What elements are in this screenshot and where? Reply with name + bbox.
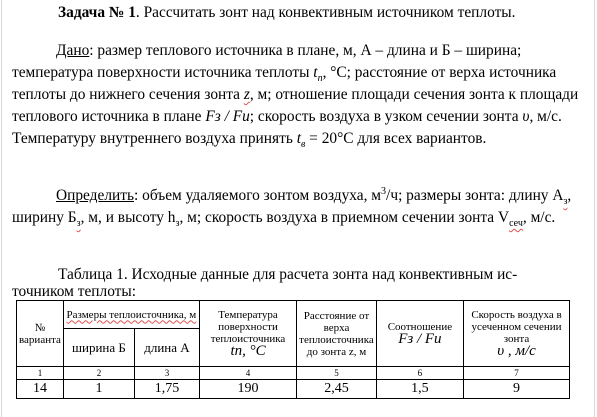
given-text-6: = 20°С для всех вариантов. <box>305 130 487 147</box>
header-source-sizes-text: Размеры теплоисточника, м <box>66 308 197 321</box>
value-distance: 2,45 <box>297 380 377 399</box>
header-ratio <box>376 301 463 367</box>
column-number: 6 <box>376 367 463 380</box>
section-subscript: сеч <box>509 218 523 230</box>
task-title <box>58 2 588 24</box>
header-air-speed-symbol: υ , м/с <box>497 343 536 359</box>
z-symbol: z <box>243 86 250 103</box>
value-length: 1,75 <box>134 380 199 399</box>
given-text-5: , м/с. Температуру внутреннего воздуха принять <box>12 108 562 147</box>
given-paragraph <box>12 40 580 150</box>
task-number: Задача № 1 <box>58 4 136 21</box>
given-text-4: ; скорость воздуха в узком сечении зонта <box>249 108 523 125</box>
table-caption <box>12 266 580 300</box>
area-ratio-formula: Fз / Fи <box>205 108 250 125</box>
task-title-text: . Рассчитать зонт над конвективным источником теплоты. <box>135 4 516 21</box>
header-temperature-text: Температура поверхности теплоисточника <box>210 309 286 345</box>
header-temperature-symbol: tп, °С <box>230 343 266 359</box>
given-text-2: , °С; расстояние от верха источника теплоты до нижнего сечения зонта <box>12 64 557 103</box>
page-border-left <box>1 0 2 417</box>
column-number: 3 <box>134 367 199 380</box>
header-air-speed <box>464 301 570 367</box>
tv-subscript: в <box>300 139 306 151</box>
tv-symbol: t <box>296 130 301 147</box>
tn-symbol: t <box>313 64 318 81</box>
header-ratio-symbol: Fз / Fи <box>398 331 442 347</box>
determine-text-6: , м/с. <box>522 209 556 226</box>
given-label: Дано <box>56 42 90 59</box>
header-length: длина А <box>134 329 199 367</box>
header-ratio-text: Соотношение <box>387 321 453 333</box>
length-subscript: з <box>563 196 568 208</box>
column-number: 4 <box>199 367 296 380</box>
column-number: 1 <box>17 367 64 380</box>
value-variant: 14 <box>17 380 64 399</box>
determine-text-5: , м; скорость воздуха в приемном сечении зонта V <box>179 209 510 226</box>
header-source-sizes <box>63 301 199 329</box>
value-temperature: 190 <box>199 380 296 399</box>
cube-superscript: 3 <box>381 185 387 197</box>
tn-subscript: п <box>317 73 323 85</box>
determine-text-2: /ч; размеры зонта: длину А <box>386 187 564 204</box>
table-header-row <box>17 301 570 329</box>
determine-text-4: , м, и высоту h <box>80 209 176 226</box>
value-ratio: 1,5 <box>376 380 463 399</box>
column-number: 2 <box>63 367 134 380</box>
velocity-symbol: υ <box>522 108 530 125</box>
column-number: 5 <box>297 367 377 380</box>
given-text-3: , м; отношение площади сечения зонта к площади теплового источника в плане <box>12 86 579 125</box>
header-variant: № варианта <box>17 301 64 367</box>
determine-text-1: : объем удаляемого зонтом воздуха, м <box>134 187 382 204</box>
column-number: 7 <box>464 367 570 380</box>
table-row <box>17 380 570 399</box>
header-temperature <box>199 301 296 367</box>
value-width: 1 <box>63 380 134 399</box>
width-subscript: з <box>76 218 81 230</box>
header-distance: Расстояние от верха теплоисточника до зонта z, м <box>297 301 377 367</box>
caption-line-1: Таблица 1. Исходные данные для расчета зонта над конвективным ис- <box>58 266 518 283</box>
determine-text-3: , ширину Б <box>12 187 572 226</box>
determine-label: Определить <box>56 187 134 204</box>
page-border-right <box>594 0 595 417</box>
height-subscript: з <box>175 218 180 230</box>
header-width: ширина Б <box>63 329 134 367</box>
given-text-1: : размер теплового источника в плане, м, А – длина и Б – ширина; температура поверхности источника теплоты <box>12 42 522 81</box>
column-number-row <box>17 367 570 380</box>
value-air-speed: 9 <box>464 380 570 399</box>
determine-paragraph <box>12 185 580 229</box>
source-data-table <box>16 300 570 399</box>
caption-line-2: точником теплоты: <box>12 283 137 300</box>
header-air-speed-text: Скорость воздуха в усеченном сечении зонта <box>471 309 562 345</box>
